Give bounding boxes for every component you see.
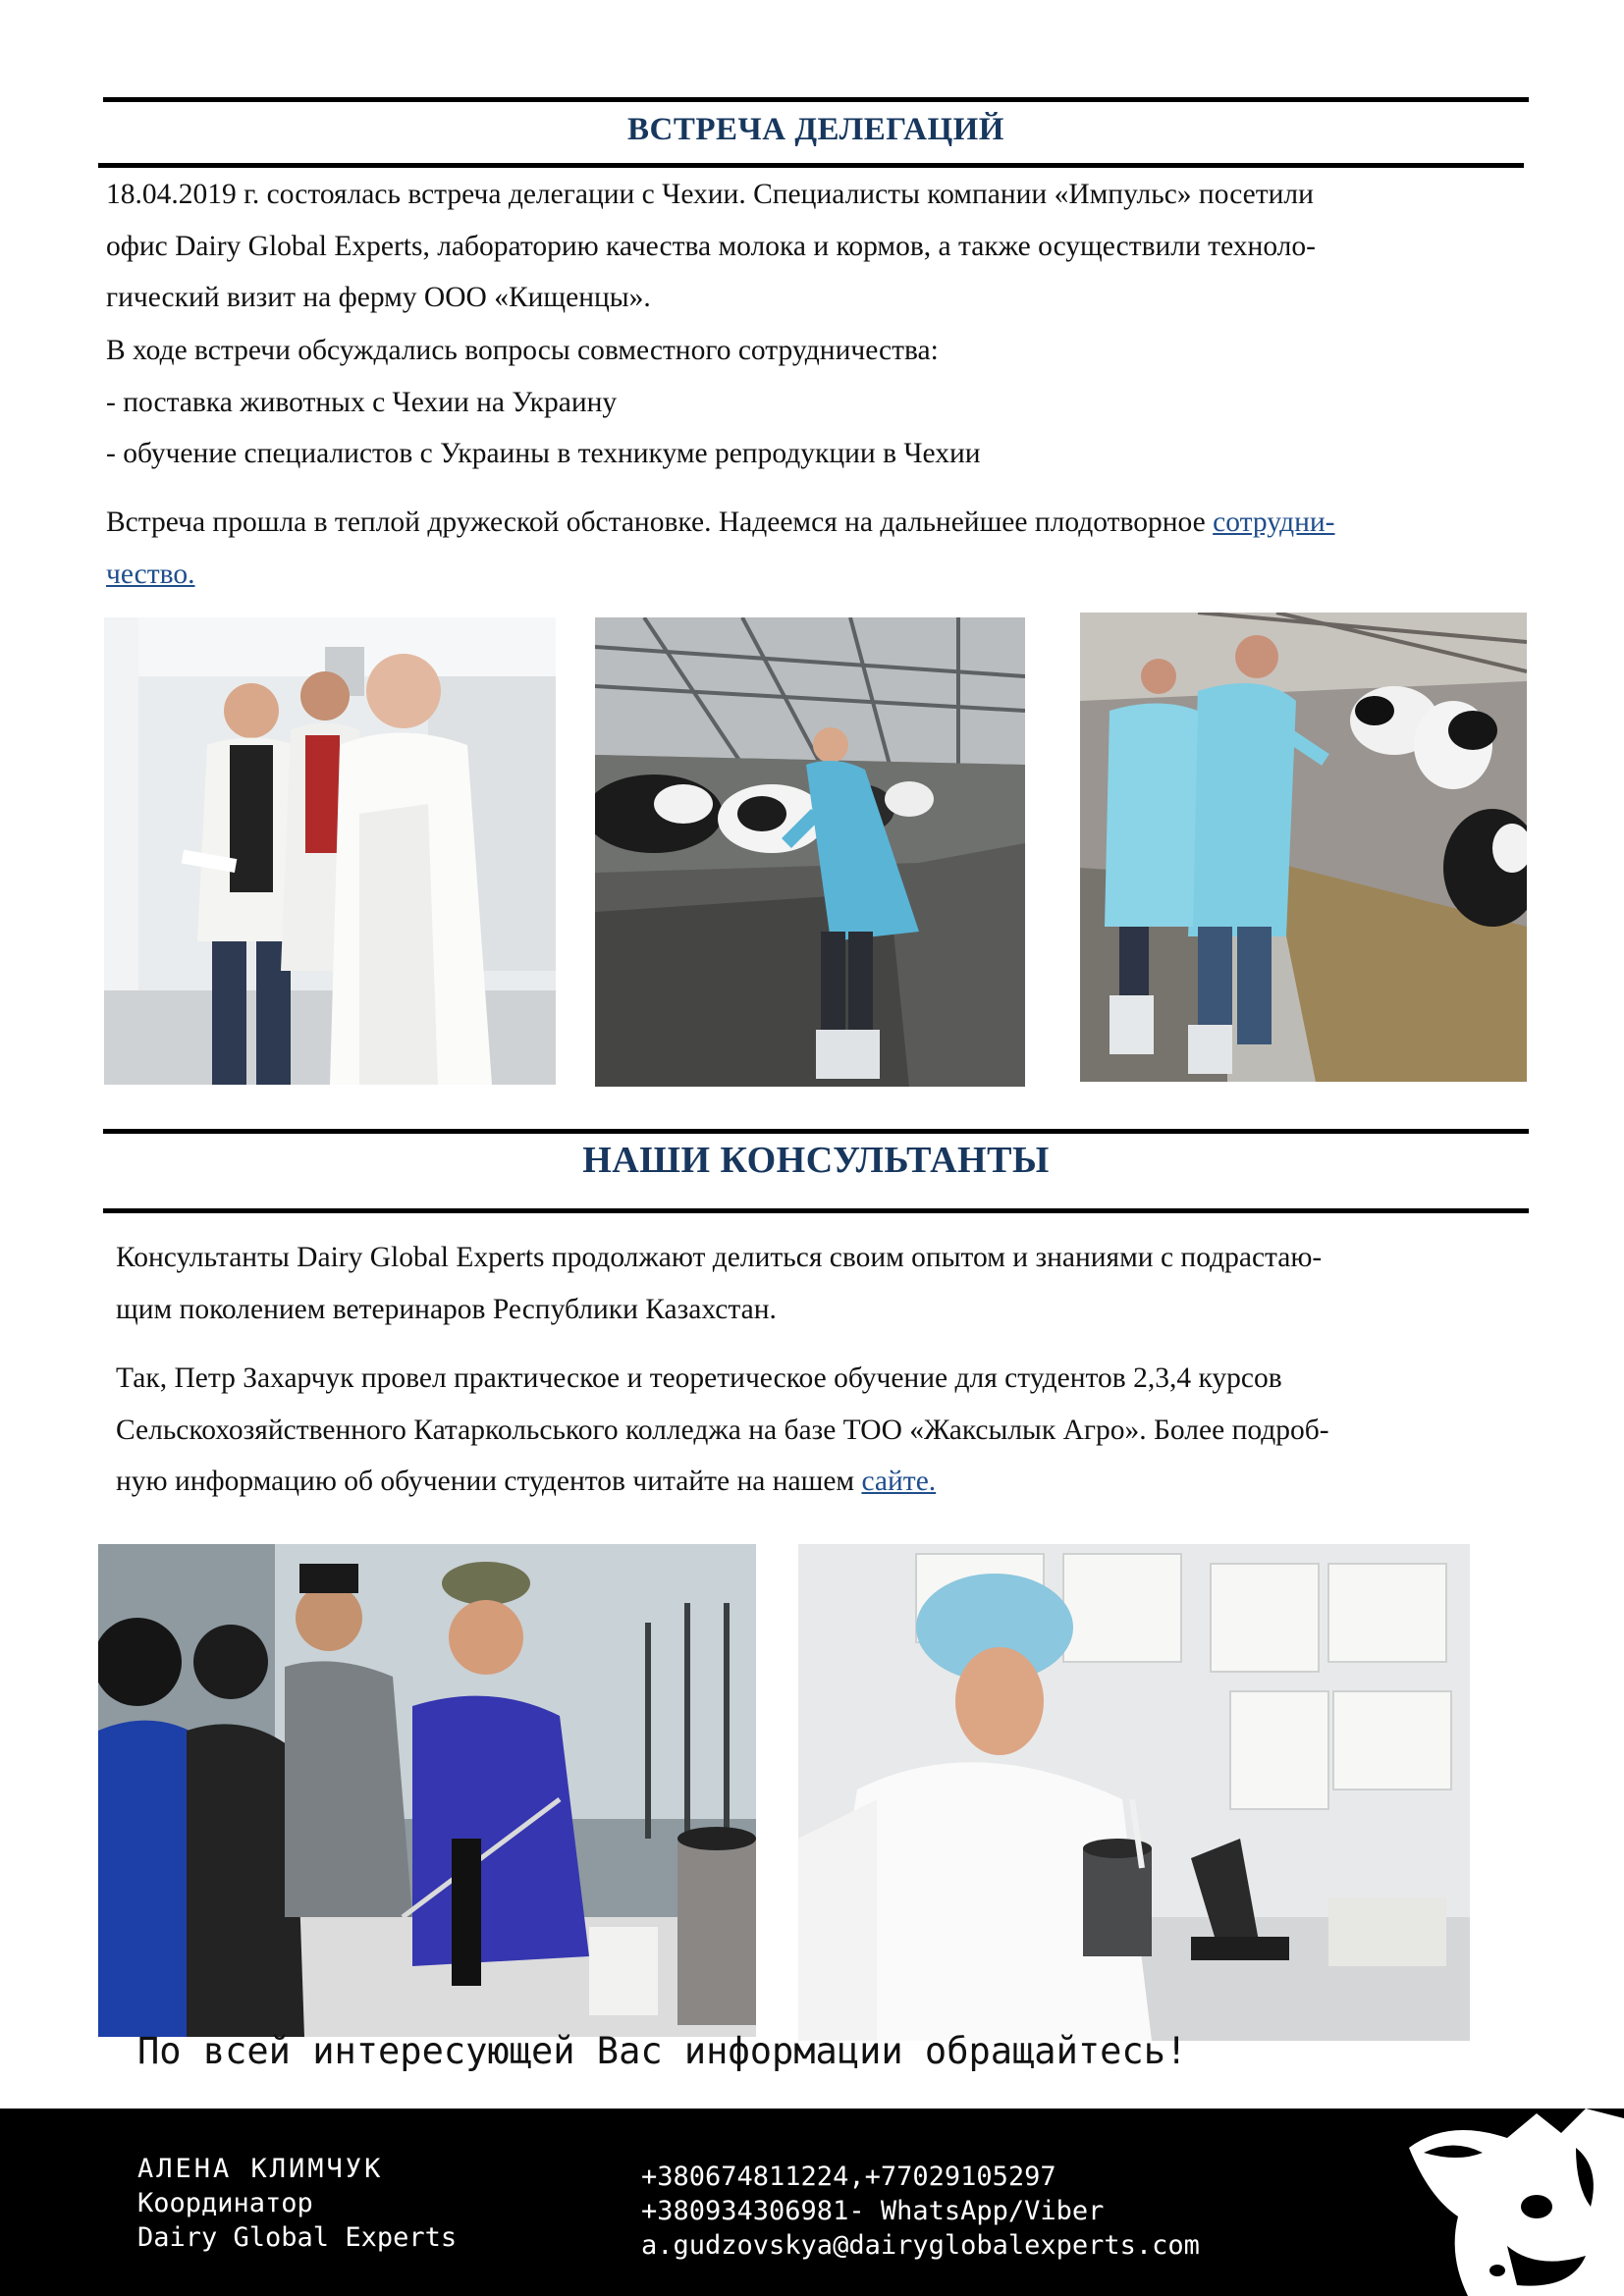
section2-title: НАШИ КОНСУЛЬТАНТЫ [582,1140,1050,1181]
text-line: офис Dairy Global Experts, лабораторию качества молока и кормов, а также осуществили техноло- [106,230,1316,262]
text-line: щим поколением ветеринаров Республики Казахстан. [116,1293,777,1325]
training-students-photo [98,1544,756,2037]
email-address[interactable]: a.gudzovskya@dairyglobalexperts.com [641,2230,1200,2261]
contact-role: Координатор [137,2188,313,2218]
lab-technician-photo [798,1544,1470,2041]
section1-paragraph-2 [106,325,981,480]
cowshed-visit-photo [595,617,1025,1087]
footer-bar [0,2109,1624,2296]
lab-meeting-photo [104,617,556,1085]
cooperation-link-continued[interactable]: чество. [106,558,195,590]
cooperation-link[interactable]: сотрудни- [1213,507,1335,538]
text-line: В ходе встречи обсуждались вопросы совместного сотрудничества: [106,335,939,366]
section1-top-rule [103,97,1529,102]
text-line: 18.04.2019 г. состоялась встреча делегации с Чехии. Специалисты компании «Импульс» посетили [106,179,1314,210]
text-line: гический визит на ферму ООО «Кищенцы». [106,282,651,313]
section2-bottom-rule [103,1208,1529,1213]
contact-details [641,2160,1200,2263]
phone-numbers[interactable]: +380674811224,+77029105297 [641,2162,1056,2192]
text-line: - поставка животных с Чехии на Украину [106,386,618,418]
closing-text: Встреча прошла в теплой дружеской обстановке. Надеемся на дальнейшее плодотворное [106,507,1214,538]
section2-paragraph-2 [116,1353,1329,1508]
section2-top-rule [103,1129,1529,1134]
feeding-cows-photo [1080,613,1527,1082]
contact-company: Dairy Global Experts [137,2222,458,2253]
contact-person [137,2152,457,2255]
text-line: Сельскохозяйственного Катаркольського колледжа на базе ТОО «Жаксылык Агро». Более подроб- [116,1414,1329,1446]
cow-head-icon [1389,2109,1624,2296]
website-link[interactable]: сайте. [861,1466,937,1497]
contact-callout: По всей интересующей Вас информации обращайтесь! [137,2030,1188,2072]
section1-bottom-rule [98,163,1524,168]
text-line: Так, Петр Захарчук провел практическое и теоретическое обучение для студентов 2,3,4 курсов [116,1362,1282,1394]
text-line: - обучение специалистов с Украины в техникуме репродукции в Чехии [106,438,981,469]
section1-paragraph-3 [106,497,1335,600]
section1-paragraph-1 [106,169,1316,324]
whatsapp-viber[interactable]: +380934306981- WhatsApp/Viber [641,2196,1105,2226]
section1-title: ВСТРЕЧА ДЕЛЕГАЦИЙ [627,112,1004,147]
website-text: ную информацию об обучении студентов читайте на нашем [116,1466,862,1497]
contact-name: АЛЕНА КЛИМЧУК [137,2154,384,2184]
text-line: Консультанты Dairy Global Experts продолжают делиться своим опытом и знаниями с подрастаю- [116,1242,1323,1273]
section2-paragraph-1 [116,1232,1322,1335]
